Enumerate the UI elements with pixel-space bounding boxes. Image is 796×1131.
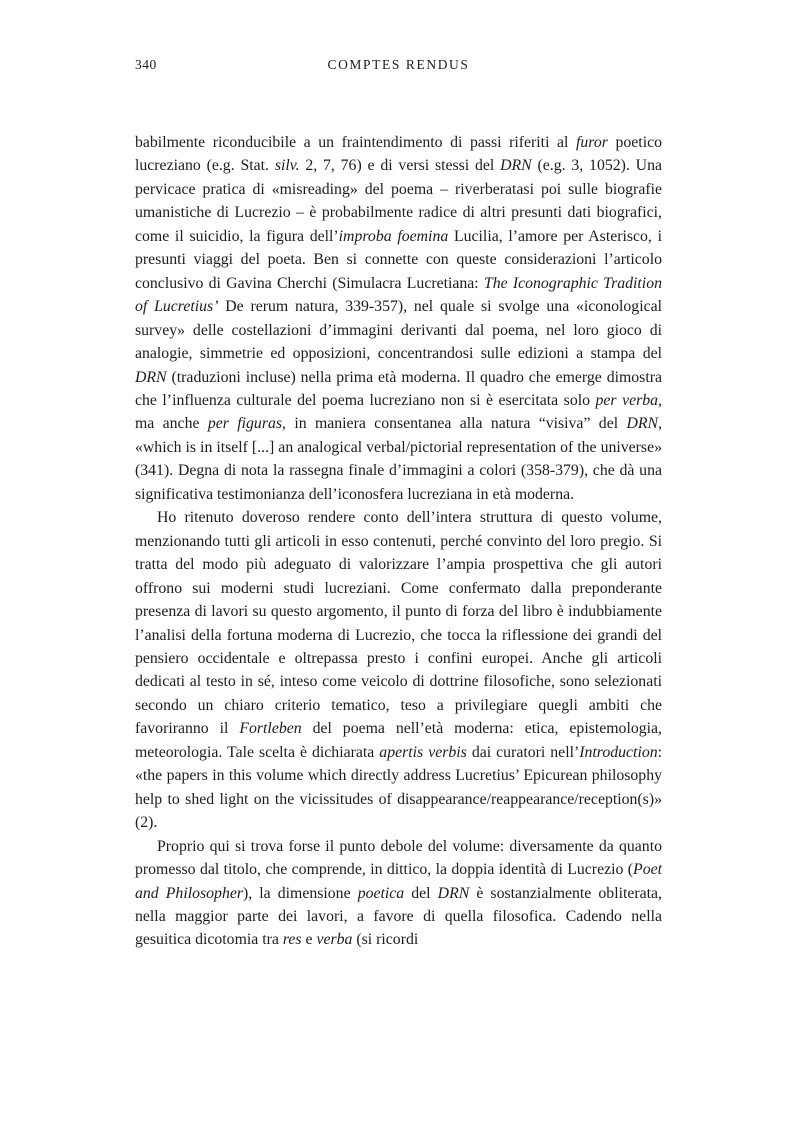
italic-text-run: per verba	[595, 391, 659, 409]
running-title: COMPTES RENDUS	[327, 57, 470, 72]
italic-text-run: verba	[316, 931, 353, 949]
italic-text-run: res	[282, 931, 302, 949]
page-header	[135, 57, 662, 73]
text-run: dai curatori nell’	[466, 743, 580, 761]
italic-text-run: Fortleben	[239, 720, 302, 738]
text-run: , ma anche	[135, 391, 662, 433]
italic-text-run: DRN	[437, 884, 470, 902]
text-run: (traduzioni incluse) nella prima età moderna. Il quadro che emerge dimostra che l’influenza culturale del poema lucreziano non si è esercitata solo	[135, 368, 662, 409]
text-run: De rerum natura, 339-357), nel quale si svolge una «iconological survey» delle costellazioni d’immagini derivanti dal poema, nel loro gioco di analogie, simmetrie ed opposizioni, concentrandosi sulle edizioni a stampa del	[135, 298, 662, 363]
page-body	[135, 131, 662, 952]
text-run: Ho ritenuto doveroso rendere conto dell’intera struttura di questo volume, menzionando tutti gli articoli in esso contenuti, perché convinto del loro pregio. Si tratta del modo più adeguato di valorizzare l’ampia prospettiva che gli autori offrono sui moderni studi lucreziani. Come confermato dalla preponderante presenza di lavori su questo argomento, il punto di forza del libro è indubbiamente l’analisi della fortuna moderna di Lucrezio, che tocca la riflessione dei grandi del pensiero occidentale e oltrepassa presto i confini europei. Anche gli articoli dedicati al testo in sé, inteso come veicolo di dottrine filosofiche, sono selezionati secondo un chiaro criterio tematico, teso a privilegiare quegli ambiti che favoriranno il	[135, 509, 662, 738]
text-run: (e.g. 3, 1052). Una pervicace pratica di «misreading» del poema – riverberatasi poi sulle biografie umanistiche di Lucrezio – è probabilmente radice di altri presunti dati biografici, come il suicidio, la figura dell’	[135, 157, 662, 245]
text-run: ), la dimensione	[243, 884, 358, 902]
text-run: : «the papers in this volume which directly address Lucretius’ Epicurean philosophy help to shed light on the vicissitudes of disappearance/reappearance/reception(s)» (2).	[135, 743, 663, 832]
text-run: Lucilia, l’amore per Asterisco, i presunti viaggi del poeta. Ben si connette con queste considerazioni l’articolo conclusivo di Gavina Cherchi (Simulacra Lucretiana:	[135, 227, 662, 292]
italic-text-run: furor	[576, 134, 608, 151]
paragraph	[135, 506, 662, 834]
text-run: , «which is in itself [...] an analogical verbal/pictorial representation of the universe» (341). Degna di nota la rassegna finale d’immagini a colori (358-379), che dà una significativa testimonianza dell’iconosfera lucreziana in età moderna.	[135, 415, 663, 503]
text-run: poetico lucreziano (e.g. Stat.	[135, 134, 662, 175]
text-run: del poema nell’età moderna: etica, epistemologia, meteorologia. Tale scelta è dichiarata	[135, 720, 662, 761]
italic-text-run: silv.	[274, 157, 300, 175]
italic-text-run: The Iconographic Tradition of Lucretius’	[135, 274, 662, 316]
text-run: del	[404, 884, 438, 902]
text-run: è sostanzialmente obliterata, nella maggior parte dei lavori, a favore di quella filosofica. Cadendo nella gesuitica dicotomia tra	[135, 884, 662, 949]
paragraph	[135, 131, 662, 506]
text-run: Proprio qui si trova forse il punto debole del volume: diversamente da quanto promesso dal titolo, che comprende, in dittico, la doppia identità di Lucrezio (	[135, 837, 662, 879]
italic-text-run: DRN	[626, 415, 659, 433]
italic-text-run: apertis verbis	[379, 743, 467, 761]
page-number: 340	[135, 57, 157, 72]
paragraph	[135, 835, 662, 952]
text-run: babilmente riconducibile a un fraintendimento di passi riferiti al	[135, 134, 577, 151]
italic-text-run: poetica	[357, 884, 405, 902]
text-run: , in maniera consentanea alla natura “visiva” del	[282, 415, 627, 433]
text-run: (si ricordi	[352, 931, 419, 949]
italic-text-run: per figuras	[207, 415, 283, 433]
text-run: 2, 7, 76) e di versi stessi del	[299, 157, 501, 175]
italic-text-run: DRN	[500, 157, 532, 175]
italic-text-run: improba foemina	[338, 227, 449, 245]
italic-text-run: Poet and Philosopher	[135, 861, 662, 902]
text-run: e	[301, 931, 317, 949]
italic-text-run: DRN	[135, 368, 167, 386]
italic-text-run: Introduction	[579, 743, 658, 761]
